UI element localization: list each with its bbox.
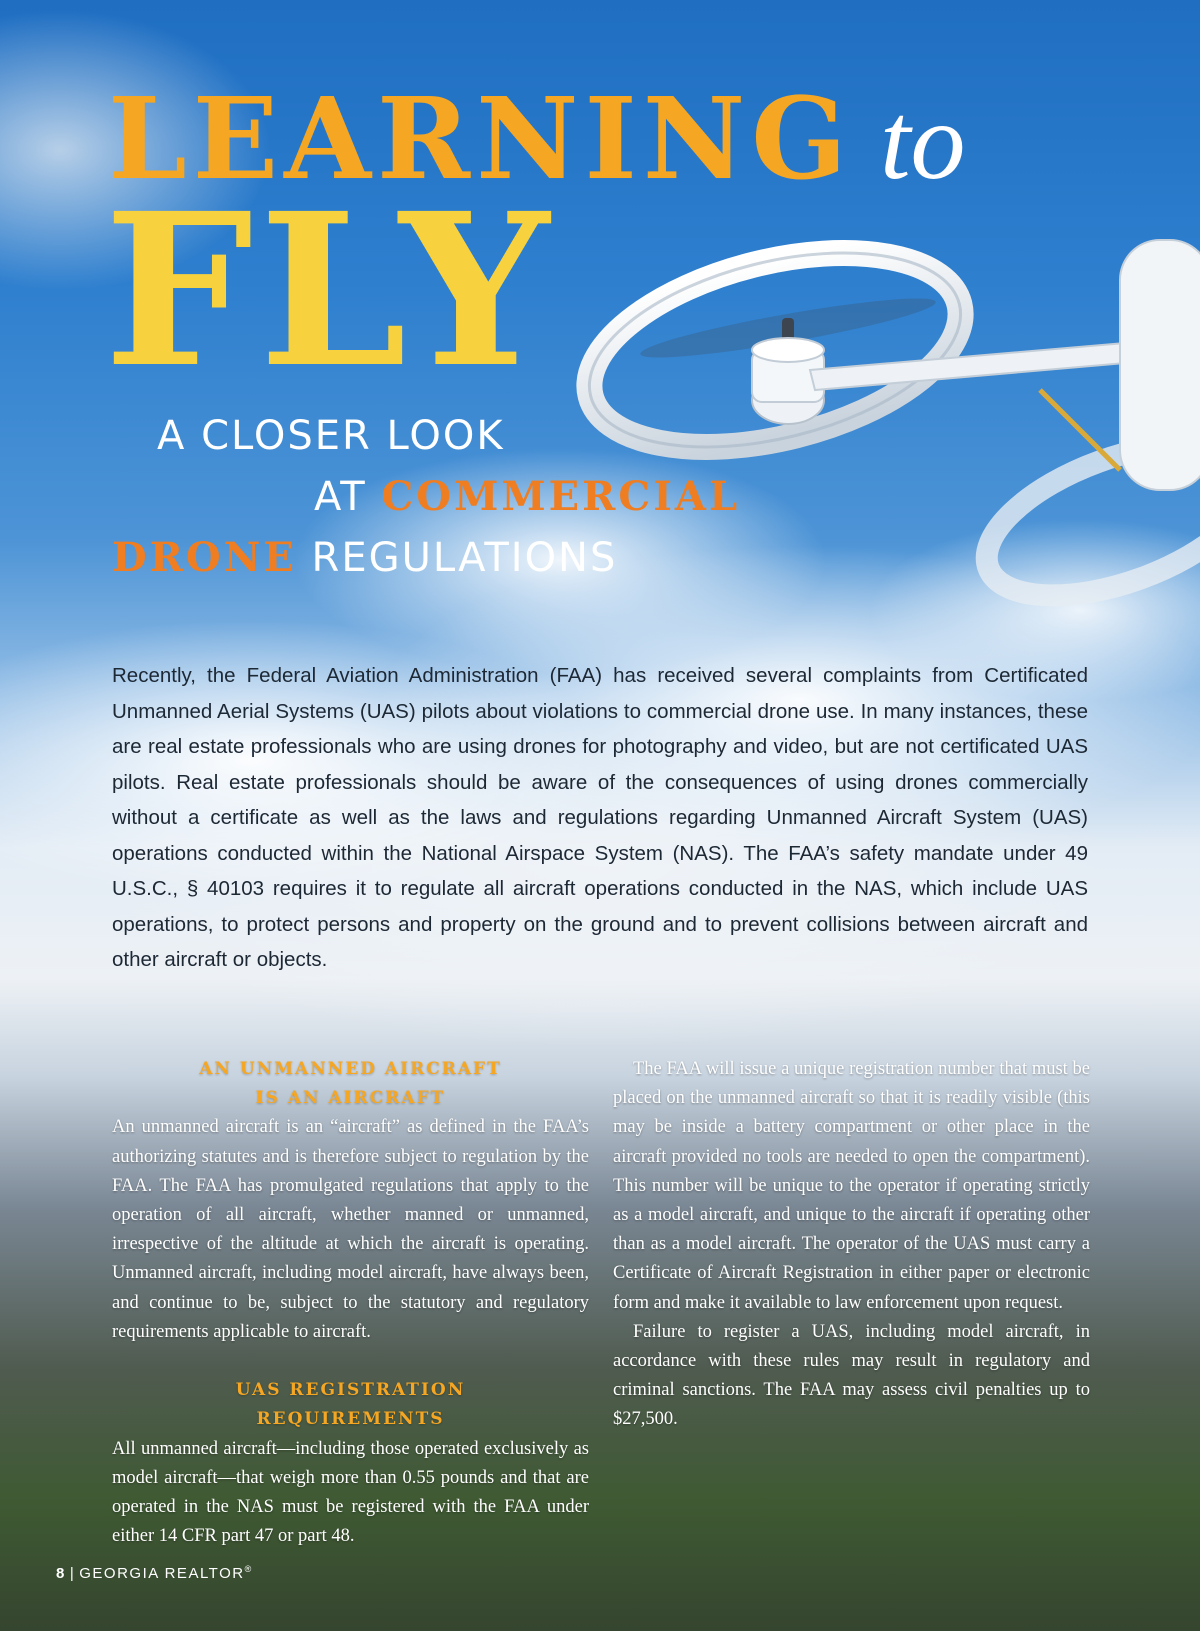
section-body-unmanned-aircraft: An unmanned aircraft is an “aircraft” as defined in the FAA’s authorizing statutes and is therefore subject to regulation by the FAA. The FAA has promulgated regulations that apply to the operation of all aircraft, whether manned or unmanned, irrespective of the altitude at which the aircraft is operating. Unmanned aircraft, including model aircraft, have always been, and continue to be, subject to the statutory and regulatory requirements applicable to aircraft.: [112, 1117, 589, 1342]
article-column-right: [613, 1055, 1090, 1435]
section-heading-unmanned-aircraft: [112, 1055, 589, 1113]
title-fly: FLY: [104, 167, 556, 414]
page-footer: [56, 1564, 253, 1582]
section-body-registration: All unmanned aircraft—including those operated exclusively as model aircraft—that weigh more than 0.55 pounds and that are operated in the NAS must be registered with the FAA under either 14 CFR part 47 or part 48.: [112, 1438, 589, 1547]
title-learning: LEARNING: [108, 74, 853, 205]
heading-line-1: AN UNMANNED AIRCRAFT: [199, 1059, 502, 1079]
subtitle-line-2: [314, 473, 741, 520]
intro-paragraph: Recently, the Federal Aviation Administration (FAA) has received several complaints from Certificated Unmanned Aerial Systems (UAS) pilots about violations to commercial drone use. In many instances, these are real estate professionals who are using drones for photography and video, but are not certificated UAS pilots. Real estate professionals should be aware of the consequences of using drones commercially without a certificate as well as the laws and regulations regarding Unmanned Aircraft System (UAS) operations conducted within the National Airspace System (NAS). The FAA’s safety mandate under 49 U.S.C., § 40103 requires it to regulate all aircraft operations conducted in the NAS, which include UAS operations, to protect persons and property on the ground and to prevent collisions between aircraft and other aircraft or objects.: [112, 664, 1088, 971]
heading-line-2: REQUIREMENTS: [256, 1409, 445, 1430]
section-gap: [112, 1347, 589, 1376]
publication-name: GEORGIA REALTOR: [79, 1565, 245, 1582]
registered-mark: ®: [244, 1564, 253, 1574]
title-to: to: [880, 80, 966, 202]
subtitle-at: AT: [314, 474, 382, 520]
subtitle-line-3: [112, 534, 618, 581]
article-column-left: [112, 1055, 589, 1551]
section-heading-registration: [112, 1376, 589, 1434]
heading-line-1: UAS REGISTRATION: [235, 1380, 466, 1401]
subtitle-drone: DRONE: [112, 534, 297, 581]
registration-paragraph-2: The FAA will issue a unique registration number that must be placed on the unmanned aircraft so that it is readily visible (this may be inside a battery compartment or other place in the aircraft provided no tools are needed to open the compartment). This number will be unique to the operator if operating strictly as a model aircraft, and unique to the aircraft if operating other than as a model aircraft. The operator of the UAS must carry a Certificate of Aircraft Registration in either paper or electronic form and make it available to law enforcement upon request.: [613, 1059, 1090, 1313]
subtitle-line-1: A CLOSER LOOK: [157, 413, 505, 459]
footer-separator: |: [69, 1565, 76, 1582]
drone-illustration: [560, 200, 1200, 660]
subtitle-regulations: REGULATIONS: [296, 535, 618, 581]
page-number: 8: [56, 1565, 66, 1582]
registration-paragraph-3: Failure to register a UAS, including model aircraft, in accordance with these rules may result in regulatory and criminal sanctions. The FAA may assess civil penalties up to $27,500.: [613, 1321, 1090, 1430]
drone-arm: [810, 340, 1160, 390]
subtitle-commercial: COMMERCIAL: [381, 473, 741, 520]
heading-line-2: IS AN AIRCRAFT: [255, 1088, 446, 1109]
